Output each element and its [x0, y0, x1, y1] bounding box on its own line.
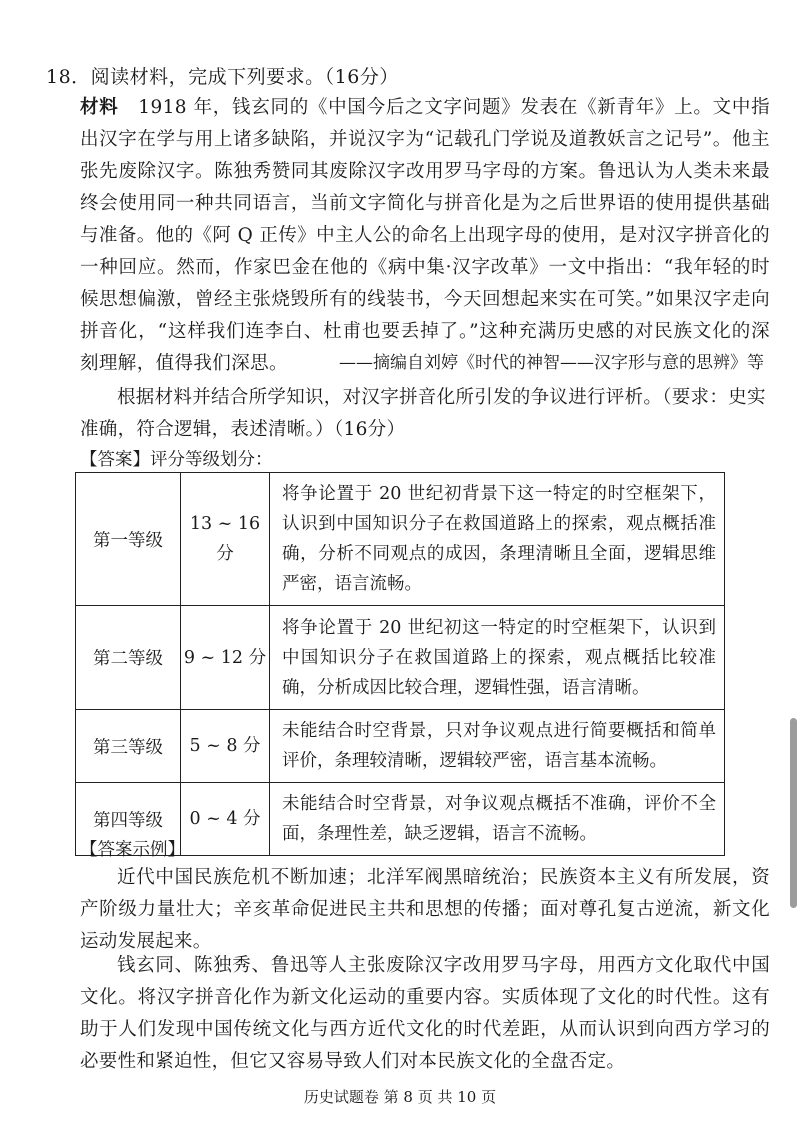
- points-cell: 5 ~ 8 分: [181, 710, 270, 783]
- level-cell: 第三等级: [76, 710, 181, 783]
- vertical-scrollbar[interactable]: [790, 718, 797, 908]
- points-cell: 13 ~ 16 分: [181, 473, 270, 606]
- example-paragraph-2: 钱玄同、陈独秀、鲁迅等人主张废除汉字改用罗马字母，用西方文化取代中国文化。将汉字拼音化作为新文化运动的重要内容。实质体现了文化的时代性。这有助于人们发现中国传统文化与西方近代文化的时代差距，从而认识到向西方学习的必要性和紧迫性，但它又容易导致人们对本民族文化的全盘否定。: [80, 955, 770, 1072]
- question-requirement: 根据材料并结合所学知识，对汉字拼音化所引发的争议进行评析。（要求：史实准确，符合逻辑，表述清晰。）（16分）: [80, 387, 766, 440]
- description-cell: 将争论置于 20 世纪初这一特定的时空框架下，认识到中国知识分子在救国道路上的探索，观点概括比较准确，分析成因比较合理，逻辑性强，语言清晰。: [270, 606, 725, 710]
- level-cell: 第一等级: [76, 473, 181, 606]
- example-paragraph-1: 近代中国民族危机不断加速；北洋军阀黑暗统治；民族资本主义有所发展，资产阶级力量壮大；辛亥革命促进民主共和思想的传播；面对尊孔复古逆流，新文化运动发展起来。: [80, 867, 770, 952]
- page-footer: 历史试题卷 第 8 页 共 10 页: [303, 1088, 497, 1106]
- points-cell: 9 ~ 12 分: [181, 606, 270, 710]
- table-row: [76, 606, 725, 710]
- answer-header: 【答案】评分等级划分：: [80, 450, 273, 470]
- material-paragraph: [80, 92, 770, 380]
- table-row: [76, 473, 725, 606]
- example-header: 【答案示例】: [80, 840, 185, 860]
- description-cell: 未能结合时空背景，只对争议观点进行简要概括和简单评价，条理较清晰，逻辑较严密，语言基本流畅。: [270, 710, 725, 783]
- description-cell: 未能结合时空背景，对争议观点概括不准确，评价不全面，条理性差，缺乏逻辑，语言不流畅。: [270, 783, 725, 856]
- material-label: 材料: [80, 97, 119, 118]
- material-source: ——摘编自刘婷《时代的神智——汉字形与意的思辨》等: [339, 353, 764, 373]
- grading-table: [75, 472, 725, 856]
- points-cell: 0 ~ 4 分: [181, 783, 270, 856]
- table-row: [76, 710, 725, 783]
- description-cell: 将争论置于 20 世纪初背景下这一特定的时空框架下，认识到中国知识分子在救国道路上的探索，观点概括准确，分析不同观点的成因，条理清晰且全面，逻辑思维严密，语言流畅。: [270, 473, 725, 606]
- level-cell: 第二等级: [76, 606, 181, 710]
- level-cell: 第四等级: [76, 783, 181, 856]
- question-header: 18．阅读材料，完成下列要求。（16分）: [46, 66, 399, 88]
- material-text: 1918 年，钱玄同的《中国今后之文字问题》发表在《新青年》上。文中指出汉字在学与用上诸多缺陷，并说汉字为“记载孔门学说及道教妖言之记号”。他主张先废除汉字。陈独秀赞同其废除汉字改用罗马字母的方案。鲁迅认为人类未来最终会使用同一种共同语言，当前文字简化与拼音化是为之后世界语的使用提供基础与准备。他的《阿 Q 正传》中主人公的命名上出现字母的使用，是对汉字拼音化的一种回应。然而，作家巴金在他的《病中集·汉字改革》一文中指出：“我年轻的时候思想偏激，曾经主张烧毁所有的线装书，今天回想起来实在可笑。”如果汉字走向拼音化，“这样我们连李白、杜甫也要丢掉了。”这种充满历史感的对民族文化的深刻理解，值得我们深思。: [80, 97, 770, 374]
